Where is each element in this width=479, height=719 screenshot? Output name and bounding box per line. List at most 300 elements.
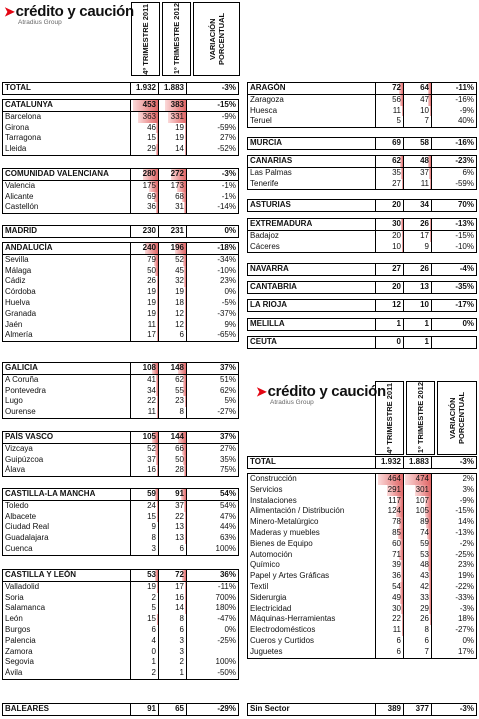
cell-value: 331 (170, 111, 184, 121)
variation-cell (431, 506, 476, 517)
value-cell (375, 474, 403, 485)
row-label: ASTURIAS (250, 200, 291, 209)
table-row (248, 219, 476, 231)
variation-cell (431, 282, 476, 293)
cell-value: 9 (151, 522, 156, 532)
table-row (3, 636, 238, 647)
cell-value: 8 (179, 614, 184, 624)
brand-logo-top (4, 4, 134, 27)
value-cell (403, 528, 431, 539)
table-row (248, 116, 476, 127)
variation-cell (186, 320, 238, 331)
variation-cell (186, 309, 238, 320)
variation-cell (186, 375, 238, 386)
table-block (2, 362, 239, 419)
cell-value: 31 (175, 202, 184, 212)
row-label: Huesca (250, 105, 278, 115)
row-label: Alimentación / Distribución (250, 506, 345, 516)
table-row (248, 636, 476, 647)
value-cell (375, 506, 403, 517)
table-row (3, 202, 238, 213)
cell-value: -59% (455, 178, 474, 188)
value-cell (403, 517, 431, 528)
cell-value: 19 (147, 287, 156, 297)
cell-value: 0% (224, 287, 236, 297)
value-cell (158, 169, 186, 180)
cell-value: 301 (415, 484, 429, 494)
row-label: ANDALUCÍA (5, 243, 53, 252)
value-cell (375, 106, 403, 117)
row-label: Segovia (5, 657, 34, 667)
cell-value: 64 (420, 83, 429, 92)
table-row (3, 169, 238, 181)
table-row (3, 100, 238, 112)
cell-value: 46 (147, 122, 156, 132)
cell-value: -15% (217, 100, 236, 109)
value-cell (403, 200, 431, 211)
variation-cell (186, 202, 238, 213)
variation-cell (431, 231, 476, 242)
value-cell (158, 266, 186, 277)
variation-cell (431, 138, 476, 149)
row-label: Palencia (5, 635, 36, 645)
value-cell (158, 533, 186, 544)
cell-value: 29 (147, 144, 156, 154)
cell-value: 3 (151, 543, 156, 553)
value-cell (130, 614, 158, 625)
value-cell (130, 512, 158, 523)
table-row (3, 255, 238, 266)
cell-value: 69 (147, 191, 156, 201)
cell-value: 4 (151, 635, 156, 645)
cell-value: 117 (388, 495, 401, 505)
table-row (248, 528, 476, 539)
cell-value: 26 (420, 264, 429, 273)
cell-value: 89 (420, 517, 429, 527)
cell-value: 53 (420, 549, 429, 559)
cell-value: 291 (387, 484, 401, 494)
value-cell (375, 539, 403, 550)
table-row (3, 386, 238, 397)
row-label: Siderurgia (250, 592, 287, 602)
variation-cell (186, 501, 238, 512)
cell-value: 54% (219, 489, 236, 498)
cell-value: 15 (147, 511, 156, 521)
value-cell (158, 100, 186, 111)
table-block (247, 318, 477, 331)
table-block (247, 199, 477, 212)
value-cell (158, 226, 186, 237)
cell-value: 6 (151, 624, 156, 634)
value-cell (158, 202, 186, 213)
table-block (247, 456, 477, 469)
table-block (2, 99, 239, 156)
brand-name: crédito y caución (15, 3, 134, 20)
cell-value: 53 (147, 570, 156, 579)
table-row (3, 363, 238, 375)
value-cell (375, 95, 403, 106)
table-row (3, 226, 238, 237)
row-label: Lleida (5, 144, 27, 154)
table-row (3, 533, 238, 544)
cell-value: 18% (457, 614, 474, 624)
cell-value: 230 (142, 226, 156, 235)
row-label: Castellón (5, 202, 39, 212)
value-cell (403, 474, 431, 485)
value-cell (375, 242, 403, 253)
row-label: PAÍS VASCO (5, 432, 54, 441)
cell-value: 12 (175, 308, 184, 318)
cell-value: 59 (147, 489, 156, 498)
cell-value: 377 (415, 704, 429, 713)
table-row (248, 337, 476, 348)
cell-value: 54 (392, 581, 401, 591)
cell-value: -35% (455, 282, 474, 291)
cell-value: 10 (420, 300, 429, 309)
cell-value: 2% (462, 474, 474, 483)
value-cell (375, 138, 403, 149)
cell-value: 12 (175, 319, 184, 329)
table-row (3, 320, 238, 331)
value-cell (158, 83, 186, 94)
variation-cell (431, 550, 476, 561)
variation-cell (431, 337, 476, 348)
value-cell (130, 704, 158, 715)
variation-cell (186, 226, 238, 237)
cell-value: -5% (221, 297, 236, 307)
variation-cell (431, 604, 476, 615)
value-cell (375, 156, 403, 167)
table-row (248, 571, 476, 582)
cell-value: 19 (147, 308, 156, 318)
value-cell (403, 219, 431, 230)
value-cell (130, 181, 158, 192)
header-q1-2012: 1º TRIMESTRE 2012 (406, 381, 435, 455)
table-block (2, 488, 239, 556)
cell-value: -15% (455, 230, 474, 240)
cell-value: 144 (170, 432, 184, 441)
value-cell (158, 255, 186, 266)
value-cell (158, 298, 186, 309)
cell-value: 107 (415, 495, 429, 505)
cell-value: 2 (151, 592, 156, 602)
cell-value: -34% (217, 254, 236, 264)
cell-value: 22 (175, 511, 184, 521)
variation-cell (431, 528, 476, 539)
variation-cell (186, 444, 238, 455)
cell-value: 6 (396, 635, 401, 645)
row-label: León (5, 614, 23, 624)
variation-cell (186, 544, 238, 555)
table-row (3, 455, 238, 466)
cell-value: 11 (420, 178, 429, 188)
value-cell (158, 657, 186, 668)
cell-value: 42 (420, 581, 429, 591)
variation-cell (186, 144, 238, 155)
value-cell (375, 264, 403, 275)
cell-value: -13% (455, 219, 474, 228)
variation-cell (431, 625, 476, 636)
cell-value: 280 (142, 169, 156, 178)
row-label: Cáceres (250, 241, 280, 251)
cell-value: 240 (142, 243, 156, 252)
cell-value: 30 (392, 219, 401, 228)
row-label: Servicios (250, 484, 283, 494)
table-row (248, 506, 476, 517)
value-cell (403, 168, 431, 179)
table-row (3, 465, 238, 476)
cell-value: 17 (175, 581, 184, 591)
table-row (248, 264, 476, 275)
variation-cell (186, 112, 238, 123)
value-cell (130, 330, 158, 341)
cell-value: -13% (455, 527, 474, 537)
value-cell (130, 533, 158, 544)
row-label: TOTAL (250, 457, 276, 466)
cell-value: 27% (219, 443, 236, 453)
value-cell (130, 396, 158, 407)
value-cell (375, 485, 403, 496)
variation-cell (431, 168, 476, 179)
cell-value: 65 (175, 704, 184, 713)
brand-mark-icon: ➤ (4, 4, 15, 19)
table-block (2, 242, 239, 342)
cell-value: 56 (392, 94, 401, 104)
cell-value: 54% (219, 500, 236, 510)
value-cell (403, 282, 431, 293)
value-cell (158, 144, 186, 155)
cell-value: 58 (420, 138, 429, 147)
row-label: Córdoba (5, 287, 36, 297)
row-label: Guadalajara (5, 533, 49, 543)
value-cell (375, 282, 403, 293)
value-cell (130, 582, 158, 593)
cell-value: 37 (175, 500, 184, 510)
variation-cell (186, 298, 238, 309)
row-label: CANTABRIA (250, 282, 297, 291)
value-cell (375, 337, 403, 348)
variation-cell (186, 181, 238, 192)
table-row (3, 123, 238, 134)
cell-value: 0 (396, 337, 401, 346)
value-cell (130, 593, 158, 604)
row-label: Albacete (5, 511, 37, 521)
variation-cell (431, 95, 476, 106)
value-cell (158, 243, 186, 254)
table-row (248, 647, 476, 658)
cell-value: 1 (151, 657, 156, 667)
cell-value: 72 (392, 83, 401, 92)
cell-value: 43 (420, 571, 429, 581)
cell-value: 24 (147, 500, 156, 510)
row-label: Tarragona (5, 133, 42, 143)
row-label: Vizcaya (5, 443, 33, 453)
value-cell (158, 614, 186, 625)
cell-value: -27% (455, 625, 474, 635)
value-cell (375, 200, 403, 211)
value-cell (403, 337, 431, 348)
value-cell (403, 625, 431, 636)
cell-value: -10% (217, 265, 236, 275)
cell-value: 20 (392, 230, 401, 240)
cell-value: -29% (217, 704, 236, 713)
variation-cell (431, 83, 476, 94)
table-row (248, 156, 476, 168)
value-cell (403, 582, 431, 593)
value-cell (158, 320, 186, 331)
cell-value: 148 (170, 363, 184, 372)
variation-cell (186, 582, 238, 593)
cell-value: -3% (221, 169, 236, 178)
cell-value: 6% (462, 167, 474, 177)
table-row (3, 444, 238, 455)
value-cell (130, 192, 158, 203)
table-row (3, 243, 238, 255)
row-label: Huelva (5, 297, 30, 307)
table-row (248, 300, 476, 311)
table-row (248, 200, 476, 211)
cell-value: -3% (459, 603, 474, 613)
variation-cell (186, 432, 238, 443)
table-row (3, 593, 238, 604)
row-label: CASTILLA-LA MANCHA (5, 489, 96, 498)
cell-value: 2 (151, 668, 156, 678)
table-row (3, 432, 238, 444)
table-row (3, 266, 238, 277)
value-cell (403, 264, 431, 275)
cell-value: -3% (459, 457, 474, 466)
table-row (248, 539, 476, 550)
value-cell (375, 116, 403, 127)
cell-value: 1 (424, 319, 429, 328)
value-cell (158, 192, 186, 203)
variation-cell (186, 396, 238, 407)
table-row (248, 138, 476, 149)
table-row (3, 375, 238, 386)
value-cell (403, 647, 431, 658)
variation-cell (186, 512, 238, 523)
table-row (248, 168, 476, 179)
cell-value: 60 (392, 538, 401, 548)
cell-value: 37% (219, 363, 236, 372)
cell-value: -52% (217, 144, 236, 154)
variation-cell (431, 647, 476, 658)
value-cell (130, 625, 158, 636)
row-label: MADRID (5, 226, 37, 235)
value-cell (130, 320, 158, 331)
row-label: Máquinas-Herramientas (250, 614, 336, 624)
variation-cell (186, 647, 238, 658)
value-cell (130, 657, 158, 668)
value-cell (375, 83, 403, 94)
value-cell (403, 614, 431, 625)
value-cell (158, 582, 186, 593)
cell-value: 19 (175, 133, 184, 143)
row-label: Zaragoza (250, 94, 284, 104)
value-cell (375, 457, 403, 468)
cell-value: -2% (459, 538, 474, 548)
variation-cell (431, 242, 476, 253)
value-cell (158, 455, 186, 466)
value-cell (158, 512, 186, 523)
cell-value: 85 (392, 527, 401, 537)
cell-value: 63% (219, 533, 236, 543)
cell-value: 6 (179, 624, 184, 634)
variation-cell (186, 407, 238, 418)
cell-value: 15 (147, 614, 156, 624)
value-cell (375, 496, 403, 507)
value-cell (130, 266, 158, 277)
brand-mark-icon: ➤ (256, 384, 267, 399)
cell-value: -14% (217, 202, 236, 212)
cell-value: 3 (179, 646, 184, 656)
cell-value: -22% (455, 581, 474, 591)
value-cell (130, 432, 158, 443)
value-cell (403, 83, 431, 94)
table-row (3, 287, 238, 298)
cell-value: 1.932 (380, 457, 401, 466)
value-cell (403, 636, 431, 647)
value-cell (130, 287, 158, 298)
cell-value: 100% (215, 657, 236, 667)
value-cell (158, 603, 186, 614)
variation-cell (431, 571, 476, 582)
row-label: A Coruña (5, 374, 39, 384)
variation-cell (431, 156, 476, 167)
cell-value: -25% (455, 549, 474, 559)
cell-value: 1 (396, 319, 401, 328)
table-row (248, 496, 476, 507)
cell-value: 8 (424, 625, 429, 635)
row-label: Ciudad Real (5, 522, 50, 532)
cell-value: 0% (462, 635, 474, 645)
cell-value: 75% (219, 465, 236, 475)
value-cell (158, 522, 186, 533)
variation-cell (186, 83, 238, 94)
table-block (2, 82, 239, 95)
value-cell (403, 593, 431, 604)
table-block (247, 218, 477, 253)
cell-value: 453 (142, 100, 156, 109)
value-cell (130, 83, 158, 94)
row-label: Sin Sector (250, 704, 290, 713)
cell-value: 55 (175, 385, 184, 395)
cell-value: 1.883 (408, 457, 429, 466)
cell-value: 11 (392, 105, 401, 115)
cell-value: -16% (455, 94, 474, 104)
value-cell (130, 363, 158, 374)
variation-cell (431, 517, 476, 528)
cell-value: 26 (420, 219, 429, 228)
table-row (248, 179, 476, 190)
value-cell (130, 100, 158, 111)
variation-cell (431, 560, 476, 571)
value-cell (375, 647, 403, 658)
cell-value: 66 (175, 443, 184, 453)
cell-value: 173 (170, 180, 184, 190)
table-block (247, 137, 477, 150)
cell-value: 6 (424, 635, 429, 645)
row-label: MURCIA (250, 138, 282, 147)
value-cell (403, 604, 431, 615)
row-label: GALICIA (5, 363, 38, 372)
variation-cell (431, 116, 476, 127)
row-label: Maderas y muebles (250, 527, 320, 537)
value-cell (158, 309, 186, 320)
value-cell (403, 704, 431, 715)
variation-cell (431, 300, 476, 311)
value-cell (158, 396, 186, 407)
